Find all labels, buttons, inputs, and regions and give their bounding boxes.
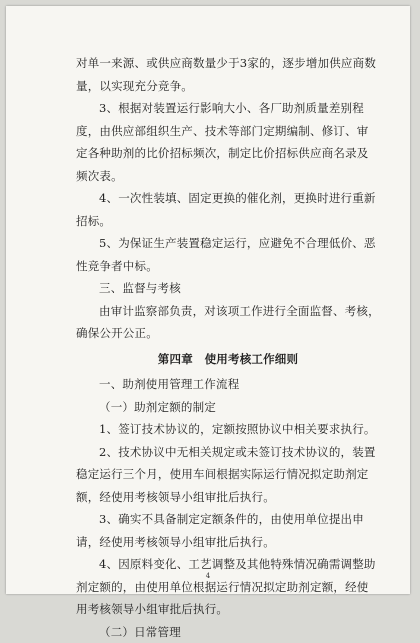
body-paragraph: 1、签订技术协议的，定额按照协议中相关要求执行。 (76, 418, 380, 441)
page-number: 4 (6, 572, 410, 580)
section-heading-supervision: 三、监督与考核 (76, 277, 380, 300)
body-paragraph: 4、一次性装填、固定更换的催化剂，更换时进行重新招标。 (76, 187, 380, 232)
body-paragraph: 由审计监察部负责，对该项工作进行全面监督、考核，确保公开公正。 (76, 300, 380, 345)
chapter-title: 第四章 使用考核工作细则 (76, 348, 380, 371)
subsection-heading-daily: （二）日常管理 (76, 621, 380, 643)
document-body (76, 52, 380, 643)
body-paragraph: 3、确实不具备制定定额条件的，由使用单位提出申请，经使用考核领导小组审批后执行。 (76, 508, 380, 553)
subsection-heading-quota: （一）助剂定额的制定 (76, 396, 380, 419)
document-page (6, 6, 410, 594)
body-paragraph: 2、技术协议中无相关规定或未签订技术协议的，装置稳定运行三个月，使用车间根据实际运行情况拟定助剂定额，经使用考核领导小组审批后执行。 (76, 441, 380, 509)
body-paragraph: 4、因原料变化、工艺调整及其他特殊情况确需调整助剂定额的，由使用单位根据运行情况拟定助剂定额，经使用考核领导小组审批后执行。 (76, 553, 380, 621)
body-paragraph: 5、为保证生产装置稳定运行，应避免不合理低价、恶性竞争者中标。 (76, 232, 380, 277)
body-paragraph: 3、根据对装置运行影响大小、各厂助剂质量差别程度，由供应部组织生产、技术等部门定期编制、修订、审定各种助剂的比价招标频次，制定比价招标供应商名录及频次表。 (76, 97, 380, 187)
body-paragraph: 对单一来源、或供应商数量少于3家的，逐步增加供应商数量，以实现充分竞争。 (76, 52, 380, 97)
section-heading-workflow: 一、助剂使用管理工作流程 (76, 373, 380, 396)
